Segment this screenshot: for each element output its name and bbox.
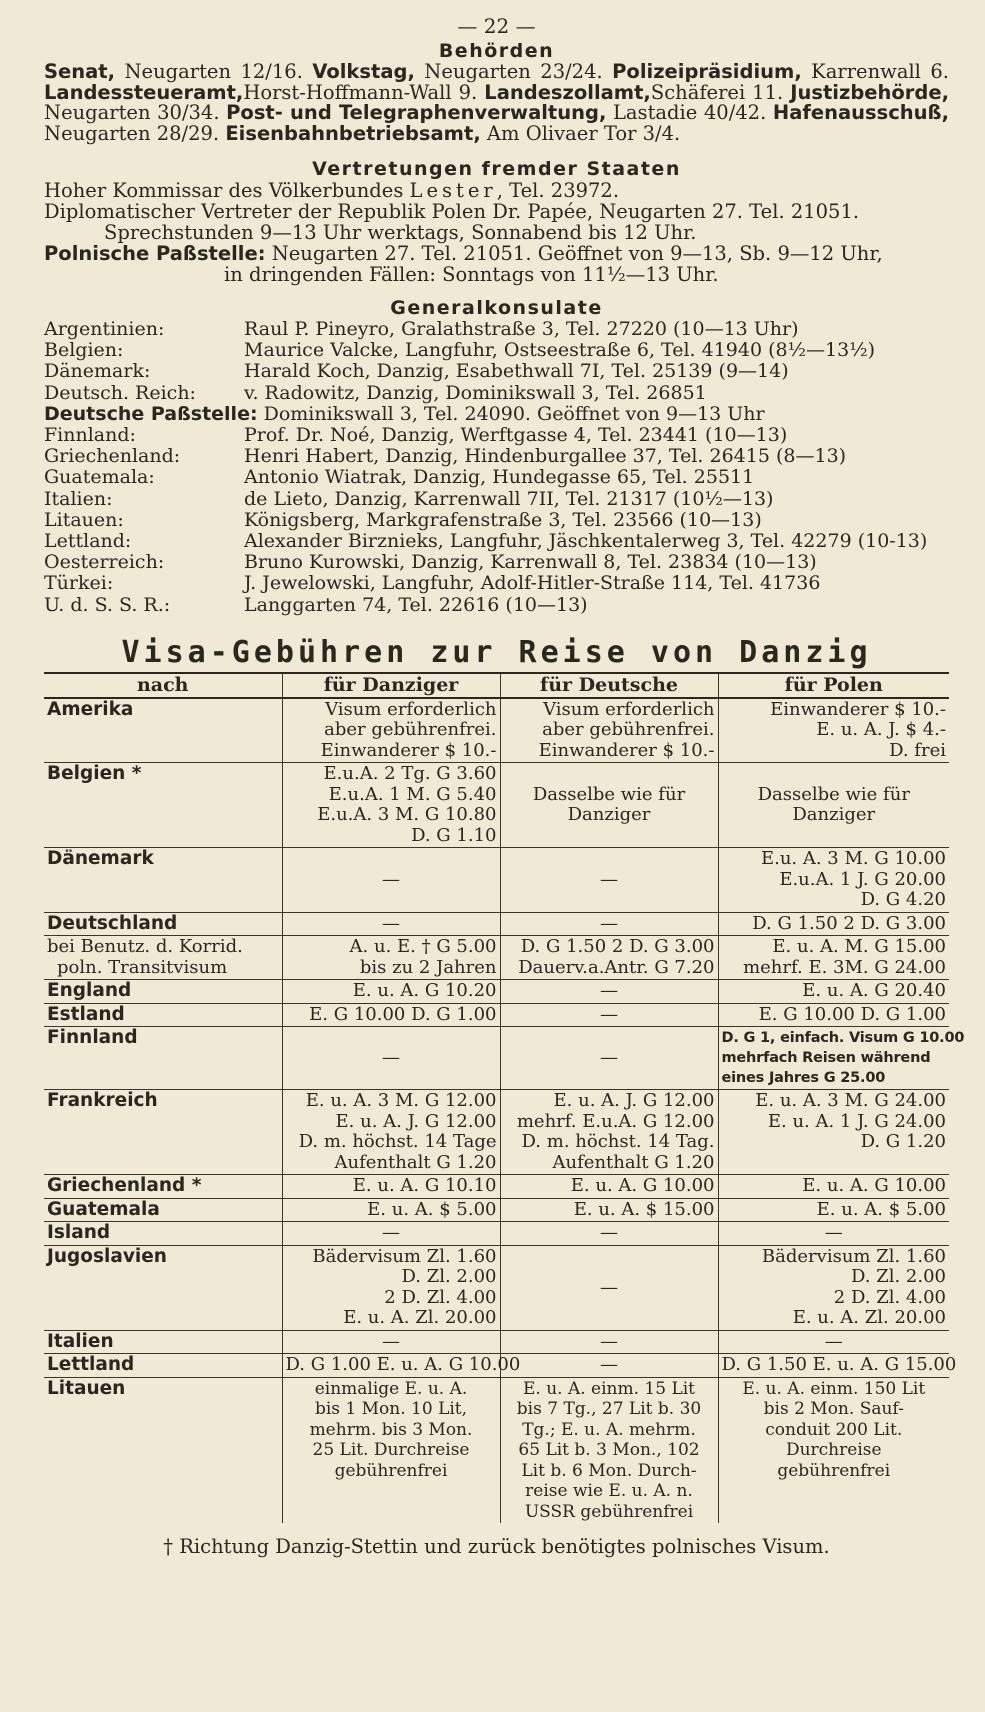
- fee-line: mehrf. E. 3M. G 24.00: [743, 956, 946, 978]
- country-label: England: [47, 980, 132, 1002]
- country-label: Amerika: [47, 698, 134, 720]
- konsulat-info: Prof. Dr. Noé, Danzig, Werftgasse 4, Tel. 23441 (10—13): [244, 424, 788, 447]
- fee-line: —: [600, 1003, 618, 1025]
- fee-cell-deutsche: [500, 1245, 718, 1330]
- fee-line: —: [600, 1330, 618, 1352]
- fee-line: E. G 10.00 D. G 1.00: [758, 1003, 946, 1025]
- table-row: [44, 912, 949, 936]
- fee-cell-deutsche: [500, 1222, 718, 1246]
- fee-line: gebührenfrei: [334, 1460, 448, 1481]
- fee-line: aber gebührenfrei.: [324, 719, 497, 741]
- fee-line: Aufenthalt G 1.20: [334, 1151, 497, 1173]
- konsulat-country: Litauen:: [44, 508, 124, 531]
- fee-cell-polen: [718, 980, 949, 1004]
- konsulat-country: U. d. S. S. R.:: [44, 593, 171, 616]
- fee-line: E. u. A. G 10.20: [352, 980, 497, 1002]
- visa-fees-table: [44, 672, 965, 1524]
- country-label: Frankreich: [47, 1090, 158, 1112]
- vertretung-line: Diplomatischer Vertreter der Republik Polen Dr. Papée, Neugarten 27. Tel. 21051.: [44, 200, 860, 223]
- country-cell: [44, 1245, 282, 1330]
- behoerde-address: Neugarten 30/34.: [44, 101, 227, 124]
- behoerde-address: Neugarten 23/24.: [414, 60, 613, 83]
- fee-cell-deutsche: [500, 912, 718, 936]
- konsulat-country: Lettland:: [44, 530, 132, 553]
- fee-line: E. u. A. M. G 15.00: [772, 936, 946, 958]
- fee-cell-danziger: [282, 848, 500, 913]
- vertretung-text: , Tel. 23972.: [496, 179, 620, 202]
- visa-table-body: [44, 698, 965, 1524]
- behoerde-name: Landessteueramt,: [44, 80, 244, 104]
- fee-line: E. u. A. $ 15.00: [573, 1198, 715, 1220]
- country-label: Italien: [47, 1330, 114, 1352]
- fee-line: Lit b. 6 Mon. Durch-: [521, 1460, 697, 1481]
- country-cell: [44, 848, 282, 913]
- fee-line: E. u. A. Zl. 20.00: [343, 1307, 497, 1329]
- konsulat-info: Alexander Birznieks, Langfuhr, Jäschkentalerweg 3, Tel. 42279 (10-13): [244, 530, 928, 553]
- fee-line: D. G 4.20: [860, 889, 946, 911]
- behoerde-name: Post- und Telegraphenverwaltung,: [226, 101, 607, 124]
- country-cell: [44, 1003, 282, 1027]
- country-cell: [44, 1222, 282, 1246]
- fee-line: mehrfach Reisen während: [721, 1050, 931, 1067]
- fee-line: D. m. höchst. 14 Tag.: [521, 1131, 715, 1153]
- fee-cell-danziger: [282, 1027, 500, 1090]
- fee-cell-polen: [718, 763, 949, 848]
- fee-line: bis 7 Tg., 27 Lit b. 30: [516, 1399, 702, 1420]
- table-row: [44, 936, 949, 980]
- fee-line: E. u. A. Zl. 20.00: [792, 1307, 946, 1329]
- behoerde-name: Volkstag,: [312, 60, 415, 83]
- fee-line: —: [600, 1222, 618, 1244]
- column-header-nach: nach: [44, 673, 282, 698]
- table-row: [44, 1003, 949, 1027]
- konsulat-country: Argentinien:: [44, 318, 165, 340]
- fee-line: Dasselbe wie für: [757, 783, 910, 805]
- table-row: [44, 763, 949, 848]
- vertretung-line: [44, 243, 949, 264]
- behoerde-name: Senat,: [44, 60, 116, 83]
- behoerde-name: Justizbehörde,: [790, 80, 949, 104]
- fee-cell-danziger: [282, 1198, 500, 1222]
- fee-line: D. frei: [889, 739, 946, 761]
- fee-cell-polen: [718, 1090, 949, 1175]
- fee-cell-danziger: [282, 912, 500, 936]
- table-row: [44, 1245, 949, 1330]
- fee-line: E. u. A. einm. 15 Lit: [522, 1378, 696, 1399]
- fee-cell-polen: [718, 1198, 949, 1222]
- country-label: Island: [47, 1222, 111, 1244]
- fee-line: —: [600, 1047, 618, 1069]
- fee-line: D. G 1.50 2 D. G 3.00: [752, 912, 946, 934]
- behoerde-address: Karrenwall 6.: [801, 60, 949, 83]
- fee-cell-deutsche: [500, 848, 718, 913]
- behoerde-address: Lastadie 40/42.: [606, 101, 773, 124]
- konsulat-info: Raul P. Pineyro, Gralathstraße 3, Tel. 27220 (10—13 Uhr): [244, 318, 799, 340]
- fee-line: conduit 200 Lit.: [765, 1419, 903, 1440]
- fee-line: E.u.A. 1 J. G 20.00: [779, 868, 946, 890]
- country-cell: [44, 1198, 282, 1222]
- fee-line: Tg.; E. u. A. mehrm.: [522, 1419, 696, 1440]
- fee-line: bis 2 Mon. Sauf-: [763, 1399, 904, 1420]
- fee-line: gebührenfrei: [777, 1460, 891, 1481]
- fee-cell-polen: [718, 912, 949, 936]
- country-label: Estland: [47, 1003, 125, 1025]
- fee-cell-deutsche: [500, 1027, 718, 1090]
- vertretung-line: [44, 180, 949, 201]
- fee-line: —: [824, 1222, 843, 1244]
- fee-line: D. G 1.50 E. u. A. G 15.00: [721, 1354, 957, 1376]
- fee-line: E. u. A. 3 M. G 24.00: [755, 1090, 946, 1112]
- fee-cell-danziger: [282, 1377, 500, 1523]
- fee-cell-danziger: [282, 698, 500, 763]
- fee-line: D. G 1.20: [860, 1131, 946, 1153]
- fee-line: Bädervisum Zl. 1.60: [312, 1245, 497, 1267]
- fee-cell-danziger: [282, 1354, 521, 1378]
- fee-line: E.u.A. 2 Tg. G 3.60: [323, 763, 497, 785]
- vertretung-line: Sprechstunden 9—13 Uhr werktags, Sonnabend bis 12 Uhr.: [104, 221, 697, 244]
- fee-line: —: [600, 868, 618, 890]
- fee-line: E. u. A. J. $ 4.-: [816, 719, 946, 741]
- fee-line: E. G 10.00 D. G 1.00: [309, 1003, 497, 1025]
- fee-cell-polen: [718, 1175, 949, 1199]
- fee-line: Bädervisum Zl. 1.60: [761, 1245, 946, 1267]
- fee-cell-deutsche: [500, 1198, 718, 1222]
- fee-line: 2 D. Zl. 4.00: [384, 1286, 497, 1308]
- fee-cell-polen: [718, 1354, 957, 1378]
- konsulate-list: [44, 319, 949, 616]
- kommissar-name: Lester: [409, 179, 497, 202]
- country-cell: [44, 1377, 282, 1523]
- fee-line: Visum erforderlich: [325, 698, 497, 720]
- fee-cell-polen: [718, 1222, 949, 1246]
- country-label: Litauen: [47, 1377, 126, 1399]
- passstelle-label: Polnische Paßstelle:: [44, 242, 266, 265]
- fee-cell-danziger: [282, 763, 500, 848]
- table-row: [44, 1377, 949, 1523]
- fee-line: Einwanderer $ 10.-: [770, 698, 946, 720]
- fee-line: D. Zl. 2.00: [401, 1266, 497, 1288]
- fee-line: —: [382, 868, 400, 890]
- country-cell: [44, 763, 282, 848]
- behoerde-address: Neugarten 12/16.: [115, 60, 313, 83]
- fee-cell-danziger: [282, 1330, 500, 1354]
- country-label: poln. Transitvisum: [57, 956, 228, 978]
- country-label: Jugoslavien: [47, 1245, 167, 1267]
- passstelle-label: Deutsche Paßstelle:: [44, 402, 258, 425]
- country-label: Griechenland *: [47, 1175, 202, 1197]
- vertretung-line: in dringenden Fällen: Sonntags von 11½—13 Uhr.: [224, 263, 719, 286]
- fee-line: E. u. A. $ 5.00: [816, 1198, 946, 1220]
- table-row: [44, 848, 949, 913]
- table-row: [44, 980, 949, 1004]
- fee-line: E. u. A. G 10.00: [570, 1175, 715, 1197]
- fee-cell-danziger: [282, 1245, 500, 1330]
- section-heading-vertretungen: Vertretungen fremder Staaten: [312, 158, 681, 180]
- behoerden-paragraph: [44, 62, 949, 144]
- fee-line: Danziger: [792, 804, 876, 826]
- fee-cell-danziger: [282, 936, 500, 980]
- fee-line: D. G 1, einfach. Visum G 10.00: [721, 1030, 965, 1047]
- fee-cell-deutsche: [500, 763, 718, 848]
- fee-line: reise wie E. u. A. n.: [525, 1481, 693, 1502]
- fee-line: 25 Lit. Durchreise: [312, 1440, 470, 1461]
- fee-cell-danziger: [282, 1090, 500, 1175]
- table-row: [44, 1222, 949, 1246]
- fee-cell-polen: [718, 1330, 949, 1354]
- fee-line: —: [824, 1330, 843, 1352]
- fee-cell-deutsche: [500, 980, 718, 1004]
- konsulat-country: Guatemala:: [44, 466, 155, 489]
- country-label: Dänemark: [47, 848, 154, 870]
- fee-line: USSR gebührenfrei: [524, 1501, 694, 1522]
- country-cell: [44, 1090, 282, 1175]
- fee-line: E. u. A. G 10.10: [352, 1175, 497, 1197]
- fee-line: bis 1 Mon. 10 Lit,: [314, 1399, 468, 1420]
- fee-cell-polen: [718, 1377, 949, 1523]
- fee-line: —: [382, 1222, 400, 1244]
- table-row: [44, 1027, 949, 1090]
- behoerde-address: Horst-Hoffmann-Wall 9.: [243, 80, 485, 104]
- konsulat-info: de Lieto, Danzig, Karrenwall 7II, Tel. 21317 (10½—13): [244, 487, 774, 510]
- fee-cell-deutsche: [500, 698, 718, 763]
- fee-line: —: [382, 912, 400, 934]
- fee-line: A. u. E. † G 5.00: [349, 936, 497, 958]
- fee-cell-polen: [718, 1245, 949, 1330]
- section-heading-generalkonsulate: Generalkonsulate: [390, 297, 603, 319]
- fee-line: E. u. A. J. G 12.00: [335, 1110, 497, 1132]
- table-row: [44, 1090, 949, 1175]
- visa-table-title: Visa-Gebühren zur Reise von Danzig: [121, 634, 872, 670]
- behoerde-address: Schäferei 11.: [650, 80, 791, 104]
- column-header-danziger: für Danziger: [282, 673, 500, 698]
- konsulat-country: Italien:: [44, 487, 113, 510]
- vertretung-text: Hoher Kommissar des Völkerbundes: [44, 179, 410, 202]
- fee-cell-deutsche: [500, 936, 718, 980]
- behoerde-name: Hafenausschuß,: [772, 101, 949, 124]
- footnote: † Richtung Danzig-Stettin und zurück benötigtes polnisches Visum.: [163, 1535, 830, 1559]
- fee-line: D. G 1.10: [411, 824, 497, 846]
- deutsche-passstelle: [44, 404, 949, 425]
- behoerde-name: Polizeipräsidium,: [612, 60, 802, 83]
- konsulat-info: Bruno Kurowski, Danzig, Karrenwall 8, Tel. 23834 (10—13): [244, 551, 817, 574]
- fee-line: —: [600, 1354, 618, 1376]
- fee-cell-deutsche: [500, 1003, 718, 1027]
- fee-line: eines Jahres G 25.00: [721, 1070, 886, 1087]
- fee-line: E. u. A. 1 J. G 24.00: [767, 1110, 946, 1132]
- fee-line: Danziger: [567, 804, 651, 826]
- konsulat-country: Deutsch. Reich:: [44, 381, 196, 404]
- fee-line: Dauerv.a.Antr. G 7.20: [518, 956, 715, 978]
- country-label: bei Benutz. d. Korrid.: [47, 936, 243, 958]
- fee-cell-deutsche: [500, 1090, 718, 1175]
- fee-cell-polen: [718, 1003, 949, 1027]
- country-cell: [44, 1330, 282, 1354]
- fee-line: Einwanderer $ 10.-: [538, 739, 715, 761]
- fee-line: Visum erforderlich: [543, 698, 715, 720]
- konsulat-info: Henri Habert, Danzig, Hindenburgallee 37, Tel. 26415 (8—13): [244, 445, 847, 468]
- passstelle-text: Dominikswall 3, Tel. 24090. Geöffnet von 9—13 Uhr: [257, 402, 765, 425]
- fee-cell-polen: [718, 698, 949, 763]
- fee-cell-danziger: [282, 1222, 500, 1246]
- fee-line: —: [600, 1276, 618, 1298]
- country-label: Deutschland: [47, 912, 178, 934]
- fee-cell-danziger: [282, 1175, 500, 1199]
- behoerde-name: Landeszollamt,: [484, 80, 651, 104]
- fee-line: —: [382, 1330, 400, 1352]
- fee-cell-deutsche: [500, 1330, 718, 1354]
- country-label: Belgien *: [47, 763, 142, 785]
- konsulat-country: Belgien:: [44, 339, 124, 362]
- fee-line: D. m. höchst. 14 Tage: [298, 1131, 497, 1153]
- country-label: Lettland: [47, 1354, 135, 1376]
- behoerde-address: Am Olivaer Tor 3/4.: [480, 121, 681, 145]
- konsulat-info: Harald Koch, Danzig, Esabethwall 7I, Tel. 25139 (9—14): [244, 360, 789, 383]
- fee-cell-polen: [718, 1027, 965, 1090]
- fee-cell-deutsche: [500, 1354, 718, 1378]
- section-heading-behoerden: Behörden: [438, 40, 555, 62]
- fee-cell-deutsche: [500, 1377, 718, 1523]
- konsulat-info: Langgarten 74, Tel. 22616 (10—13): [244, 593, 588, 616]
- fee-line: mehrf. E.u.A. G 12.00: [516, 1110, 715, 1132]
- konsulat-country: Oesterreich:: [44, 551, 165, 574]
- country-cell: [44, 1175, 282, 1199]
- fee-line: E. u. A. 3 M. G 12.00: [305, 1090, 497, 1112]
- fee-cell-danziger: [282, 980, 500, 1004]
- fee-line: aber gebührenfrei.: [542, 719, 715, 741]
- fee-line: einmalige E. u. A.: [314, 1378, 468, 1399]
- table-header-row: [44, 673, 949, 698]
- fee-cell-polen: [718, 848, 949, 913]
- vertretung-text: Neugarten 27. Tel. 21051. Geöffnet von 9—13, Sb. 9—12 Uhr,: [265, 242, 883, 265]
- fee-cell-deutsche: [500, 1175, 718, 1199]
- fee-line: D. G 1.00 E. u. A. G 10.00: [285, 1354, 521, 1376]
- fee-line: bis zu 2 Jahren: [359, 956, 497, 978]
- fee-line: Dasselbe wie für: [532, 783, 686, 805]
- fee-line: E.u. A. 3 M. G 10.00: [760, 848, 946, 870]
- column-header-deutsche: für Deutsche: [500, 673, 718, 698]
- konsulat-info: Maurice Valcke, Langfuhr, Ostseestraße 6, Tel. 41940 (8½—13½): [244, 339, 876, 362]
- konsulat-info: Antonio Wiatrak, Danzig, Hundegasse 65, Tel. 25511: [244, 466, 755, 489]
- fee-line: —: [382, 1047, 400, 1069]
- fee-line: Aufenthalt G 1.20: [552, 1151, 715, 1173]
- konsulat-country: Türkei:: [44, 572, 114, 595]
- konsulat-info: J. Jewelowski, Langfuhr, Adolf-Hitler-Straße 114, Tel. 41736: [244, 572, 821, 595]
- table-row: [44, 698, 949, 763]
- table-row: [44, 1354, 949, 1378]
- fee-line: —: [600, 912, 618, 934]
- konsulat-info: v. Radowitz, Danzig, Dominikswall 3, Tel. 26851: [244, 381, 707, 404]
- konsulat-info: Königsberg, Markgrafenstraße 3, Tel. 23566 (10—13): [244, 508, 762, 531]
- fee-line: Durchreise: [785, 1440, 882, 1461]
- fee-line: —: [600, 980, 618, 1002]
- country-label: Finnland: [47, 1027, 138, 1049]
- fee-line: D. G 1.50 2 D. G 3.00: [520, 936, 715, 958]
- fee-line: E. u. A. G 20.40: [802, 980, 946, 1002]
- country-cell: [44, 980, 282, 1004]
- table-row: [44, 1175, 949, 1199]
- fee-line: E.u.A. 3 M. G 10.80: [317, 804, 497, 826]
- country-cell: [44, 1027, 282, 1090]
- table-row: [44, 1198, 949, 1222]
- table-row: [44, 1330, 949, 1354]
- fee-line: Einwanderer $ 10.-: [320, 739, 497, 761]
- column-header-polen: für Polen: [718, 673, 949, 698]
- fee-line: E.u.A. 1 M. G 5.40: [328, 783, 497, 805]
- fee-line: E. u. A. G 10.00: [802, 1175, 946, 1197]
- konsulat-country: Finnland:: [44, 424, 136, 447]
- page-number: — 22 —: [457, 14, 536, 38]
- konsulat-country: Dänemark:: [44, 360, 151, 383]
- country-label: Guatemala: [47, 1198, 160, 1220]
- fee-line: E. u. A. J. G 12.00: [553, 1090, 715, 1112]
- fee-line: 2 D. Zl. 4.00: [833, 1286, 946, 1308]
- country-cell: [44, 698, 282, 763]
- fee-cell-polen: [718, 936, 949, 980]
- fee-line: 65 Lit b. 3 Mon., 102: [518, 1440, 700, 1461]
- fee-line: D. Zl. 2.00: [850, 1266, 946, 1288]
- fee-line: E. u. A. $ 5.00: [367, 1198, 497, 1220]
- country-cell: [44, 912, 282, 936]
- country-cell: [44, 1354, 282, 1378]
- country-cell: [44, 936, 282, 980]
- behoerde-name: Eisenbahnbetriebsamt,: [225, 121, 481, 145]
- fee-cell-danziger: [282, 1003, 500, 1027]
- fee-line: E. u. A. einm. 150 Lit: [742, 1378, 926, 1399]
- konsulat-country: Griechenland:: [44, 445, 181, 468]
- fee-line: mehrm. bis 3 Mon.: [309, 1419, 473, 1440]
- behoerde-address: Neugarten 28/29.: [44, 121, 226, 145]
